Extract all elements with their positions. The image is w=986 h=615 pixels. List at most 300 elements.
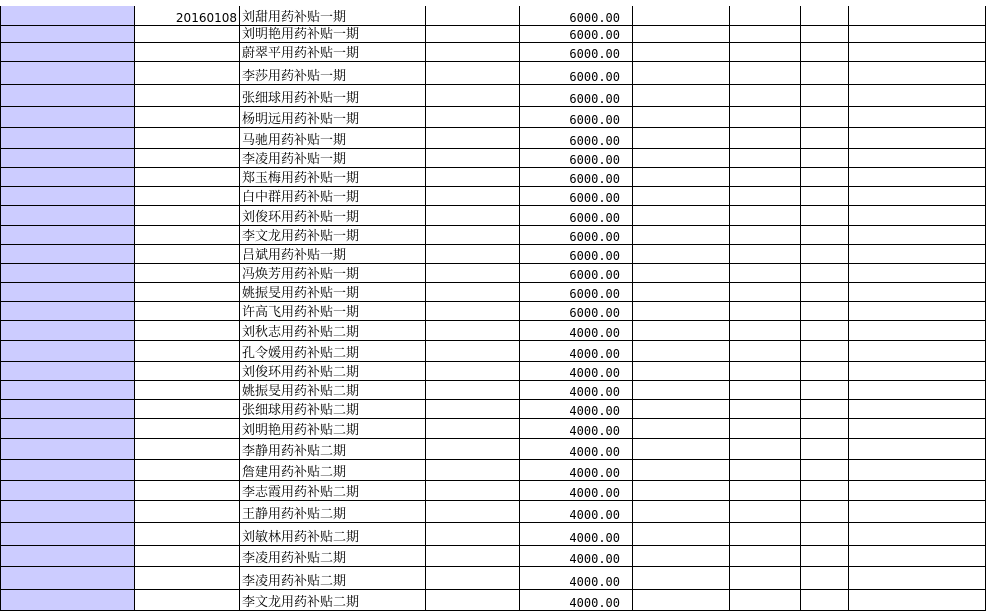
- amount-cell-text: 4000.00: [569, 404, 620, 418]
- amount-cell[interactable]: [520, 26, 633, 43]
- row-header-cell[interactable]: [0, 362, 135, 381]
- empty-cell[interactable]: [633, 168, 730, 187]
- empty-cell[interactable]: [849, 26, 986, 43]
- amount-cell-text: 4000.00: [569, 385, 620, 399]
- table-row: [0, 6, 986, 26]
- row-header-cell[interactable]: [0, 149, 135, 168]
- empty-cell[interactable]: [730, 546, 801, 567]
- empty-cell[interactable]: [730, 107, 801, 128]
- date-cell[interactable]: [135, 400, 240, 419]
- amount-cell[interactable]: [520, 128, 633, 149]
- empty-cell[interactable]: [633, 501, 730, 523]
- empty-cell[interactable]: [730, 43, 801, 62]
- row-header-cell[interactable]: [0, 43, 135, 62]
- empty-cell[interactable]: [730, 283, 801, 302]
- empty-cell[interactable]: [426, 264, 520, 283]
- empty-cell[interactable]: [801, 226, 849, 245]
- empty-cell[interactable]: [801, 501, 849, 523]
- table-row: [0, 523, 986, 546]
- empty-cell[interactable]: [849, 590, 986, 611]
- empty-cell[interactable]: [633, 341, 730, 362]
- row-header-cell[interactable]: [0, 419, 135, 439]
- item-cell-text: 李莎用药补贴一期: [242, 69, 347, 84]
- item-cell-text: 李志霞用药补贴二期: [242, 485, 360, 500]
- empty-cell[interactable]: [426, 590, 520, 611]
- empty-cell[interactable]: [849, 245, 986, 264]
- row-header-cell[interactable]: [0, 321, 135, 341]
- amount-cell[interactable]: [520, 546, 633, 567]
- empty-cell[interactable]: [426, 501, 520, 523]
- empty-cell[interactable]: [730, 149, 801, 168]
- row-header-cell[interactable]: [0, 264, 135, 283]
- amount-cell[interactable]: [520, 206, 633, 226]
- empty-cell[interactable]: [730, 62, 801, 85]
- empty-cell[interactable]: [426, 546, 520, 567]
- empty-cell[interactable]: [633, 523, 730, 546]
- empty-cell[interactable]: [730, 400, 801, 419]
- row-header-cell[interactable]: [0, 501, 135, 523]
- empty-cell[interactable]: [730, 187, 801, 206]
- empty-cell[interactable]: [801, 546, 849, 567]
- date-cell[interactable]: [135, 590, 240, 611]
- amount-cell[interactable]: [520, 245, 633, 264]
- date-cell[interactable]: [135, 168, 240, 187]
- amount-cell[interactable]: [520, 362, 633, 381]
- empty-cell[interactable]: [426, 567, 520, 590]
- item-cell[interactable]: [240, 523, 426, 546]
- empty-cell[interactable]: [633, 400, 730, 419]
- date-cell[interactable]: [135, 481, 240, 501]
- empty-cell[interactable]: [633, 419, 730, 439]
- empty-cell[interactable]: [633, 149, 730, 168]
- date-cell[interactable]: [135, 62, 240, 85]
- empty-cell[interactable]: [633, 321, 730, 341]
- date-cell[interactable]: [135, 362, 240, 381]
- row-header-cell[interactable]: [0, 226, 135, 245]
- empty-cell[interactable]: [426, 321, 520, 341]
- empty-cell[interactable]: [801, 187, 849, 206]
- table-row: [0, 419, 986, 439]
- item-cell[interactable]: [240, 107, 426, 128]
- empty-cell[interactable]: [426, 85, 520, 107]
- date-cell[interactable]: [135, 245, 240, 264]
- item-cell[interactable]: [240, 6, 426, 26]
- date-cell[interactable]: [135, 26, 240, 43]
- empty-cell[interactable]: [849, 546, 986, 567]
- amount-cell[interactable]: [520, 460, 633, 481]
- empty-cell[interactable]: [426, 362, 520, 381]
- row-header-cell[interactable]: [0, 187, 135, 206]
- date-cell[interactable]: [135, 6, 240, 26]
- amount-cell-text: 6000.00: [569, 268, 620, 282]
- amount-cell[interactable]: [520, 6, 633, 26]
- empty-cell[interactable]: [426, 43, 520, 62]
- empty-cell[interactable]: [801, 149, 849, 168]
- empty-cell[interactable]: [801, 264, 849, 283]
- empty-cell[interactable]: [849, 400, 986, 419]
- empty-cell[interactable]: [426, 381, 520, 400]
- row-header-cell[interactable]: [0, 128, 135, 149]
- item-cell[interactable]: [240, 283, 426, 302]
- date-cell[interactable]: [135, 321, 240, 341]
- table-row: [0, 62, 986, 85]
- amount-cell[interactable]: [520, 523, 633, 546]
- empty-cell[interactable]: [849, 302, 986, 321]
- empty-cell[interactable]: [849, 187, 986, 206]
- row-header-cell[interactable]: [0, 26, 135, 43]
- empty-cell[interactable]: [426, 460, 520, 481]
- empty-cell[interactable]: [849, 501, 986, 523]
- empty-cell[interactable]: [633, 590, 730, 611]
- table-row: [0, 501, 986, 523]
- empty-cell[interactable]: [849, 439, 986, 460]
- date-cell[interactable]: [135, 419, 240, 439]
- empty-cell[interactable]: [633, 381, 730, 400]
- empty-cell[interactable]: [730, 321, 801, 341]
- item-cell[interactable]: [240, 245, 426, 264]
- empty-cell[interactable]: [730, 206, 801, 226]
- table-row: [0, 85, 986, 107]
- amount-cell[interactable]: [520, 187, 633, 206]
- row-header-cell[interactable]: [0, 523, 135, 546]
- empty-cell[interactable]: [426, 523, 520, 546]
- empty-cell[interactable]: [633, 245, 730, 264]
- empty-cell[interactable]: [633, 128, 730, 149]
- date-cell[interactable]: [135, 341, 240, 362]
- empty-cell[interactable]: [730, 226, 801, 245]
- row-header-cell[interactable]: [0, 245, 135, 264]
- date-cell[interactable]: [135, 107, 240, 128]
- row-header-cell[interactable]: [0, 546, 135, 567]
- amount-cell[interactable]: [520, 481, 633, 501]
- date-cell[interactable]: [135, 128, 240, 149]
- table-row: [0, 206, 986, 226]
- item-cell[interactable]: [240, 567, 426, 590]
- date-cell[interactable]: [135, 302, 240, 321]
- item-cell[interactable]: [240, 149, 426, 168]
- item-cell[interactable]: [240, 341, 426, 362]
- amount-cell[interactable]: [520, 302, 633, 321]
- item-cell[interactable]: [240, 62, 426, 85]
- empty-cell[interactable]: [730, 264, 801, 283]
- item-cell[interactable]: [240, 187, 426, 206]
- empty-cell[interactable]: [849, 43, 986, 62]
- empty-cell[interactable]: [633, 362, 730, 381]
- empty-cell[interactable]: [801, 460, 849, 481]
- empty-cell[interactable]: [426, 62, 520, 85]
- empty-cell[interactable]: [730, 6, 801, 26]
- empty-cell[interactable]: [849, 419, 986, 439]
- empty-cell[interactable]: [849, 85, 986, 107]
- empty-cell[interactable]: [849, 264, 986, 283]
- row-header-cell[interactable]: [0, 62, 135, 85]
- item-cell[interactable]: [240, 226, 426, 245]
- empty-cell[interactable]: [730, 168, 801, 187]
- row-header-cell[interactable]: [0, 381, 135, 400]
- empty-cell[interactable]: [426, 168, 520, 187]
- date-cell[interactable]: [135, 264, 240, 283]
- item-cell-text: 刘秋志用药补贴二期: [242, 325, 360, 340]
- date-cell[interactable]: [135, 187, 240, 206]
- item-cell-text: 冯焕芳用药补贴一期: [242, 267, 360, 282]
- date-cell[interactable]: [135, 381, 240, 400]
- amount-cell[interactable]: [520, 439, 633, 460]
- row-header-cell[interactable]: [0, 481, 135, 501]
- empty-cell[interactable]: [426, 283, 520, 302]
- empty-cell[interactable]: [426, 245, 520, 264]
- row-header-cell[interactable]: [0, 567, 135, 590]
- date-cell[interactable]: [135, 460, 240, 481]
- empty-cell[interactable]: [633, 85, 730, 107]
- date-cell[interactable]: [135, 501, 240, 523]
- empty-cell[interactable]: [426, 400, 520, 419]
- empty-cell[interactable]: [426, 481, 520, 501]
- amount-cell[interactable]: [520, 168, 633, 187]
- item-cell[interactable]: [240, 419, 426, 439]
- empty-cell[interactable]: [633, 6, 730, 26]
- empty-cell[interactable]: [801, 206, 849, 226]
- empty-cell[interactable]: [633, 439, 730, 460]
- empty-cell[interactable]: [849, 460, 986, 481]
- empty-cell[interactable]: [633, 62, 730, 85]
- row-header-cell[interactable]: [0, 400, 135, 419]
- amount-cell-text: 4000.00: [569, 575, 620, 589]
- empty-cell[interactable]: [426, 302, 520, 321]
- empty-cell[interactable]: [730, 567, 801, 590]
- date-cell[interactable]: [135, 283, 240, 302]
- empty-cell[interactable]: [730, 590, 801, 611]
- amount-cell-text: 6000.00: [569, 153, 620, 167]
- date-cell[interactable]: [135, 226, 240, 245]
- empty-cell[interactable]: [633, 567, 730, 590]
- row-header-cell[interactable]: [0, 6, 135, 26]
- amount-cell-text: 6000.00: [569, 28, 620, 42]
- item-cell[interactable]: [240, 85, 426, 107]
- empty-cell[interactable]: [426, 6, 520, 26]
- empty-cell[interactable]: [801, 168, 849, 187]
- empty-cell[interactable]: [849, 523, 986, 546]
- empty-cell[interactable]: [849, 149, 986, 168]
- amount-cell-text: 6000.00: [569, 306, 620, 320]
- empty-cell[interactable]: [633, 283, 730, 302]
- item-cell[interactable]: [240, 481, 426, 501]
- row-header-cell[interactable]: [0, 302, 135, 321]
- amount-cell-text: 4000.00: [569, 508, 620, 522]
- amount-cell[interactable]: [520, 62, 633, 85]
- empty-cell[interactable]: [801, 128, 849, 149]
- empty-cell[interactable]: [801, 302, 849, 321]
- empty-cell[interactable]: [633, 187, 730, 206]
- empty-cell[interactable]: [633, 264, 730, 283]
- item-cell[interactable]: [240, 264, 426, 283]
- empty-cell[interactable]: [801, 400, 849, 419]
- empty-cell[interactable]: [849, 168, 986, 187]
- item-cell[interactable]: [240, 302, 426, 321]
- empty-cell[interactable]: [426, 341, 520, 362]
- row-header-cell[interactable]: [0, 283, 135, 302]
- empty-cell[interactable]: [849, 481, 986, 501]
- empty-cell[interactable]: [730, 245, 801, 264]
- empty-cell[interactable]: [633, 43, 730, 62]
- empty-cell[interactable]: [801, 245, 849, 264]
- date-cell[interactable]: [135, 546, 240, 567]
- row-header-cell[interactable]: [0, 85, 135, 107]
- empty-cell[interactable]: [633, 107, 730, 128]
- empty-cell[interactable]: [849, 62, 986, 85]
- item-cell[interactable]: [240, 168, 426, 187]
- empty-cell[interactable]: [849, 362, 986, 381]
- empty-cell[interactable]: [801, 6, 849, 26]
- empty-cell[interactable]: [426, 149, 520, 168]
- empty-cell[interactable]: [730, 419, 801, 439]
- amount-cell[interactable]: [520, 341, 633, 362]
- empty-cell[interactable]: [633, 26, 730, 43]
- empty-cell[interactable]: [730, 362, 801, 381]
- empty-cell[interactable]: [730, 341, 801, 362]
- empty-cell[interactable]: [426, 419, 520, 439]
- empty-cell[interactable]: [633, 206, 730, 226]
- empty-cell[interactable]: [849, 206, 986, 226]
- row-header-cell[interactable]: [0, 107, 135, 128]
- empty-cell[interactable]: [801, 439, 849, 460]
- empty-cell[interactable]: [801, 381, 849, 400]
- row-header-cell[interactable]: [0, 590, 135, 611]
- item-cell-text: 吕斌用药补贴一期: [242, 248, 347, 263]
- amount-cell[interactable]: [520, 400, 633, 419]
- amount-cell[interactable]: [520, 107, 633, 128]
- empty-cell[interactable]: [426, 26, 520, 43]
- empty-cell[interactable]: [730, 523, 801, 546]
- date-cell[interactable]: [135, 439, 240, 460]
- item-cell-text: 李凌用药补贴一期: [242, 152, 347, 167]
- empty-cell[interactable]: [730, 460, 801, 481]
- item-cell[interactable]: [240, 362, 426, 381]
- empty-cell[interactable]: [849, 381, 986, 400]
- row-header-cell[interactable]: [0, 168, 135, 187]
- date-cell[interactable]: [135, 523, 240, 546]
- item-cell[interactable]: [240, 501, 426, 523]
- empty-cell[interactable]: [730, 381, 801, 400]
- empty-cell[interactable]: [426, 187, 520, 206]
- item-cell[interactable]: [240, 439, 426, 460]
- row-header-cell[interactable]: [0, 341, 135, 362]
- empty-cell[interactable]: [730, 439, 801, 460]
- item-cell[interactable]: [240, 43, 426, 62]
- empty-cell[interactable]: [801, 341, 849, 362]
- row-header-cell[interactable]: [0, 206, 135, 226]
- empty-cell[interactable]: [801, 43, 849, 62]
- empty-cell[interactable]: [849, 567, 986, 590]
- empty-cell[interactable]: [633, 302, 730, 321]
- empty-cell[interactable]: [801, 590, 849, 611]
- empty-cell[interactable]: [849, 283, 986, 302]
- empty-cell[interactable]: [426, 226, 520, 245]
- empty-cell[interactable]: [730, 128, 801, 149]
- empty-cell[interactable]: [801, 419, 849, 439]
- item-cell[interactable]: [240, 321, 426, 341]
- item-cell[interactable]: [240, 206, 426, 226]
- empty-cell[interactable]: [801, 321, 849, 341]
- amount-cell[interactable]: [520, 501, 633, 523]
- empty-cell[interactable]: [801, 481, 849, 501]
- empty-cell[interactable]: [849, 226, 986, 245]
- date-cell[interactable]: [135, 43, 240, 62]
- item-cell-text: 张细球用药补贴一期: [242, 91, 360, 106]
- empty-cell[interactable]: [849, 107, 986, 128]
- empty-cell[interactable]: [801, 62, 849, 85]
- date-cell[interactable]: [135, 85, 240, 107]
- empty-cell[interactable]: [801, 362, 849, 381]
- item-cell[interactable]: [240, 590, 426, 611]
- amount-cell[interactable]: [520, 321, 633, 341]
- empty-cell[interactable]: [426, 128, 520, 149]
- empty-cell[interactable]: [849, 321, 986, 341]
- empty-cell[interactable]: [801, 107, 849, 128]
- empty-cell[interactable]: [801, 523, 849, 546]
- date-cell[interactable]: [135, 567, 240, 590]
- empty-cell[interactable]: [730, 26, 801, 43]
- empty-cell[interactable]: [801, 85, 849, 107]
- table-row: [0, 546, 986, 567]
- empty-cell[interactable]: [426, 107, 520, 128]
- table-row: [0, 321, 986, 341]
- empty-cell[interactable]: [633, 546, 730, 567]
- empty-cell[interactable]: [633, 481, 730, 501]
- empty-cell[interactable]: [426, 206, 520, 226]
- amount-cell[interactable]: [520, 149, 633, 168]
- item-cell[interactable]: [240, 128, 426, 149]
- empty-cell[interactable]: [801, 26, 849, 43]
- empty-cell[interactable]: [633, 226, 730, 245]
- item-cell[interactable]: [240, 460, 426, 481]
- amount-cell[interactable]: [520, 226, 633, 245]
- empty-cell[interactable]: [730, 302, 801, 321]
- amount-cell-text: 4000.00: [569, 445, 620, 459]
- table-row: [0, 567, 986, 590]
- amount-cell[interactable]: [520, 419, 633, 439]
- item-cell[interactable]: [240, 546, 426, 567]
- table-row: [0, 187, 986, 206]
- date-cell[interactable]: [135, 206, 240, 226]
- empty-cell[interactable]: [426, 439, 520, 460]
- empty-cell[interactable]: [730, 501, 801, 523]
- item-cell-text: 李静用药补贴二期: [242, 444, 347, 459]
- empty-cell[interactable]: [801, 283, 849, 302]
- empty-cell[interactable]: [849, 6, 986, 26]
- amount-cell[interactable]: [520, 283, 633, 302]
- amount-cell[interactable]: [520, 567, 633, 590]
- amount-cell[interactable]: [520, 43, 633, 62]
- item-cell[interactable]: [240, 26, 426, 43]
- amount-cell[interactable]: [520, 85, 633, 107]
- table-row: [0, 226, 986, 245]
- empty-cell[interactable]: [849, 128, 986, 149]
- empty-cell[interactable]: [849, 341, 986, 362]
- empty-cell[interactable]: [633, 460, 730, 481]
- date-cell[interactable]: [135, 149, 240, 168]
- empty-cell[interactable]: [801, 567, 849, 590]
- amount-cell[interactable]: [520, 381, 633, 400]
- empty-cell[interactable]: [730, 85, 801, 107]
- item-cell[interactable]: [240, 381, 426, 400]
- item-cell-text: 杨明远用药补贴一期: [242, 112, 360, 127]
- empty-cell[interactable]: [730, 481, 801, 501]
- row-header-cell[interactable]: [0, 460, 135, 481]
- row-header-cell[interactable]: [0, 439, 135, 460]
- amount-cell[interactable]: [520, 264, 633, 283]
- amount-cell[interactable]: [520, 590, 633, 611]
- item-cell[interactable]: [240, 400, 426, 419]
